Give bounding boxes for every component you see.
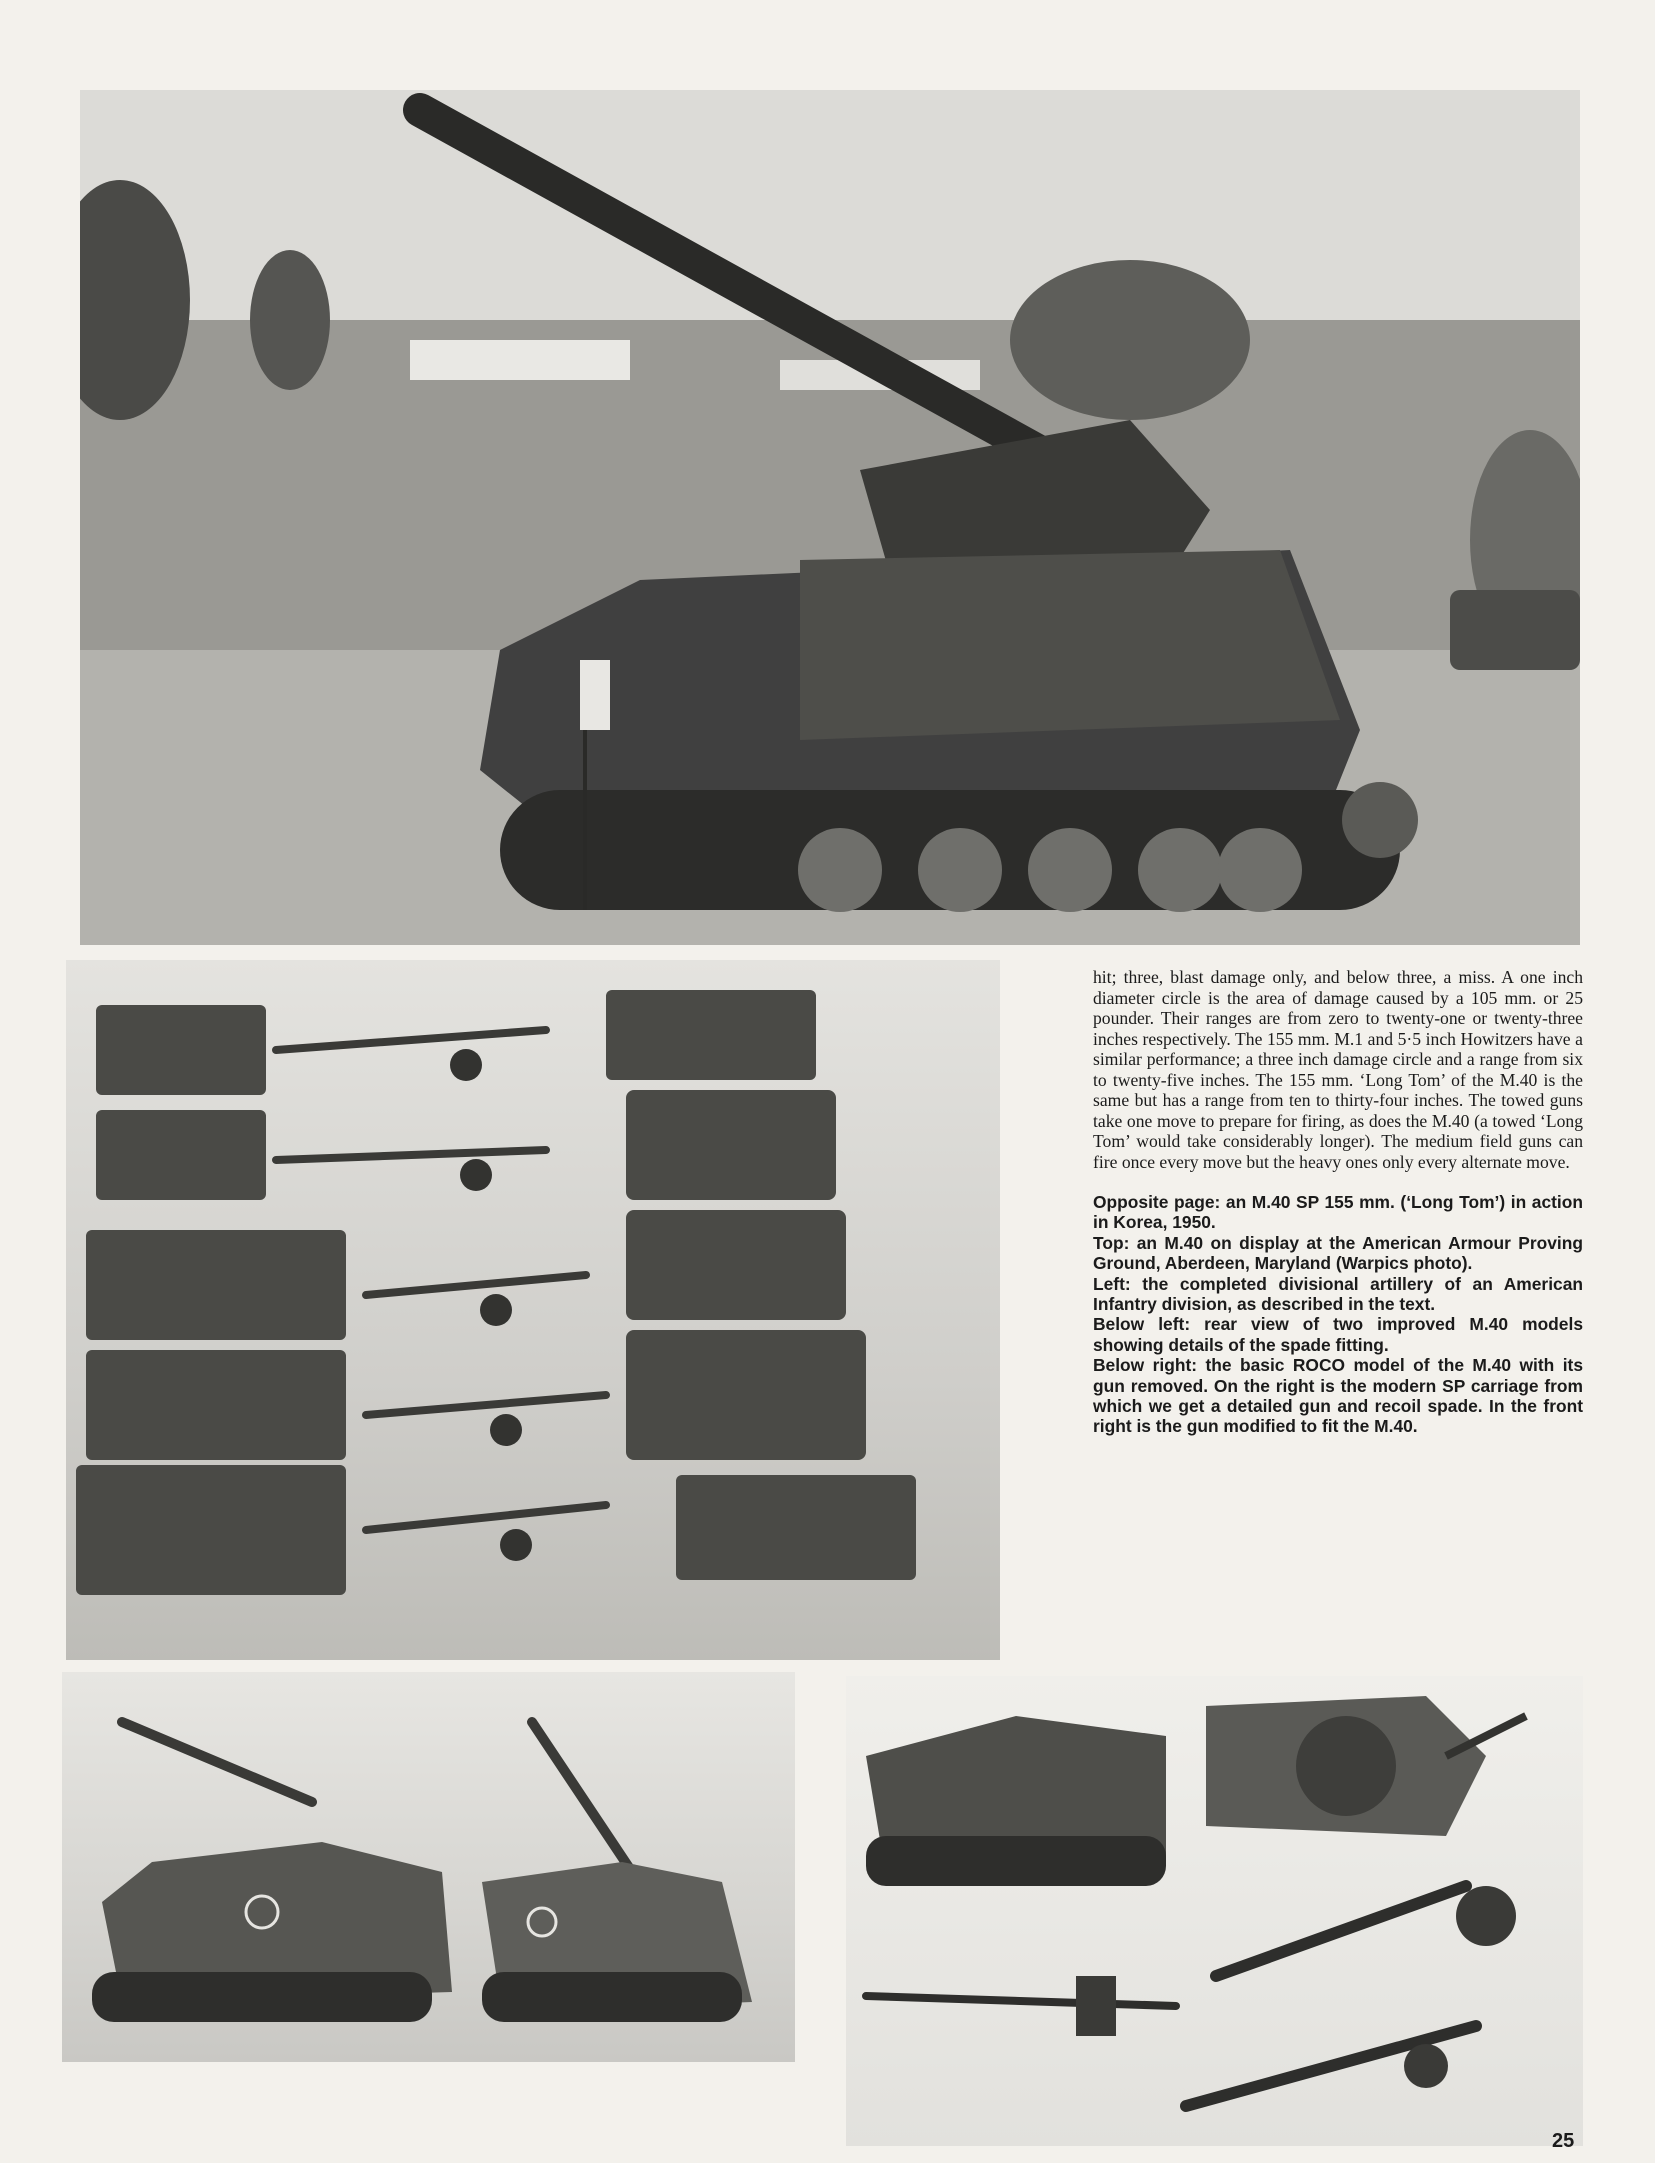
photo-m40-display [80, 90, 1580, 945]
photo-roco-model-parts-image [846, 1676, 1583, 2146]
body-text: hit; three, blast damage only, and below three, a miss. A one inch diameter circle is the area of damage caused by a 105 mm. or 25 pounder. Their ranges are from zero to twenty-one or twenty-three inches respectively. The 155 mm. M.1 and 5·5 inch Howitzers have a similar performance; a three inch damage circle and a range from six to twenty-five inches. The 155 mm. ‘Long Tom’ of the M.40 is the same but has a range from ten to thirty-four inches. The towed guns take one move to prepare for firing, as does the M.40 (a towed ‘Long Tom’ would take considerably longer). The medium field guns can fire once every move but the heavy ones only every alternate move. [1093, 967, 1583, 1172]
page-number: 25 [1552, 2130, 1575, 2152]
photo-m40-rear-view [62, 1672, 795, 2062]
caption-below-right: Below right: the basic ROCO model of the M.40 with its gun removed. On the right is the modern SP carriage from which we get a detailed gun and recoil spade. In the front right is the gun modified to fit the M.40. [1093, 1355, 1583, 1437]
caption-top: Top: an M.40 on display at the American Armour Proving Ground, Aberdeen, Maryland (Warpics photo). [1093, 1232, 1583, 1274]
photo-roco-model-parts [846, 1676, 1583, 2146]
photo-m40-display-image [80, 90, 1580, 945]
caption-left: Left: the completed divisional artillery of an American Infantry division, as described in the text. [1093, 1273, 1583, 1315]
caption-opposite-page: Opposite page: an M.40 SP 155 mm. (‘Long Tom’) in action in Korea, 1950. [1093, 1192, 1583, 1233]
photo-m40-rear-view-image [62, 1672, 795, 2062]
photo-divisional-artillery [66, 960, 1000, 1660]
caption-below-left: Below left: rear view of two improved M.40 models showing details of the spade fitting. [1093, 1314, 1583, 1355]
photo-divisional-artillery-image [66, 960, 1000, 1660]
photo-captions [1093, 1192, 1583, 1437]
text-column [1093, 967, 1583, 1437]
